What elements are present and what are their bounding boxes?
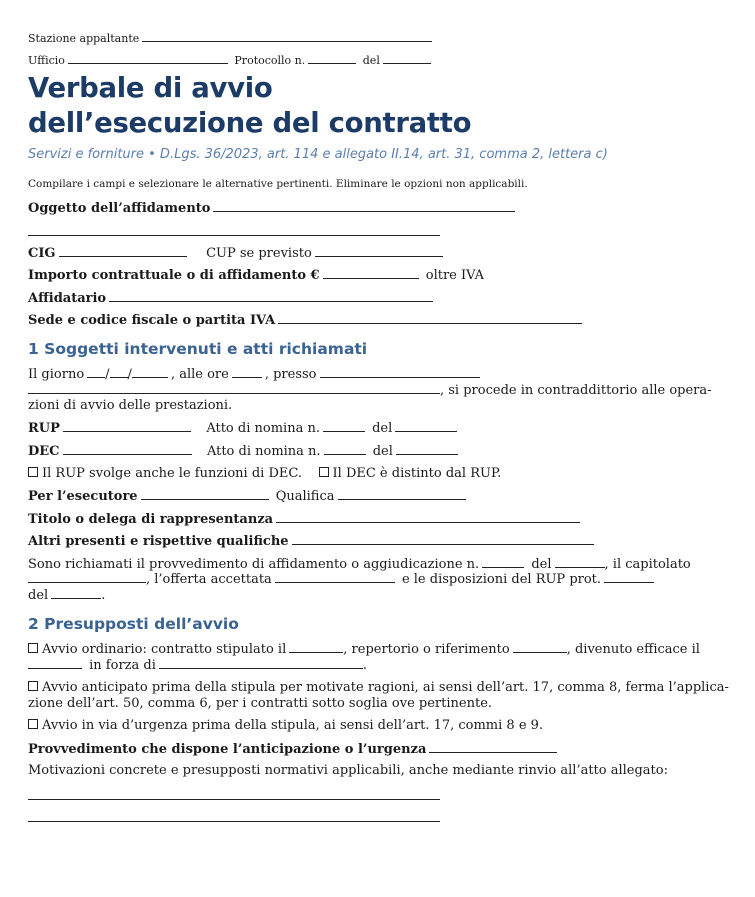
ord-text-d: in forza di xyxy=(89,658,156,673)
cig-field[interactable] xyxy=(59,245,187,257)
dec-field[interactable] xyxy=(63,443,192,455)
instructions: Compilare i campi e selezionare le alternative pertinenti. Eliminare le opzioni non applicabili. xyxy=(28,178,528,190)
affidatario-row xyxy=(28,290,436,306)
presso-continuation-field[interactable] xyxy=(28,382,440,394)
capitolato-field[interactable] xyxy=(28,571,146,583)
richiamati-row2 xyxy=(28,571,657,587)
ord-text-a: Avvio ordinario: contratto stipulato il xyxy=(42,642,287,657)
offerta-field[interactable] xyxy=(275,571,395,583)
oggetto-field[interactable] xyxy=(213,200,515,212)
titolo-row xyxy=(28,511,583,527)
sede-label: Sede e codice fiscale o partita IVA xyxy=(28,313,276,328)
altri-row xyxy=(28,533,597,549)
page-title-line1: Verbale di avvio xyxy=(28,72,273,104)
altri-label: Altri presenti e rispettive qualifiche xyxy=(28,534,289,549)
importo-field[interactable] xyxy=(323,267,419,279)
stipulato-il-field[interactable] xyxy=(289,641,343,653)
dec-del-label: del xyxy=(372,444,393,459)
avvio-ordinario-row1 xyxy=(28,641,700,657)
year-field[interactable] xyxy=(132,366,168,378)
avvio-ordinario-row2 xyxy=(28,657,367,673)
dec-atto-label: Atto di nomina n. xyxy=(206,444,321,459)
richiamati-text-g: . xyxy=(101,588,106,603)
richiamati-text-d: , l’offerta accettata xyxy=(146,572,272,587)
rup-atto-label: Atto di nomina n. xyxy=(206,421,320,436)
affidatario-label: Affidatario xyxy=(28,291,107,306)
presso-field[interactable] xyxy=(320,366,480,378)
section1-heading: 1 Soggetti intervenuti e atti richiamati xyxy=(28,340,368,358)
stazione-appaltante-row xyxy=(28,30,435,45)
affidatario-field[interactable] xyxy=(109,290,433,302)
richiamati-text-a: Sono richiamati il provvedimento di affidamento o aggiudicazione n. xyxy=(28,557,480,572)
dec-label: DEC xyxy=(28,444,60,459)
protocollo-label: Protocollo n. xyxy=(234,54,306,67)
ufficio-label: Ufficio xyxy=(28,54,65,67)
procede-row xyxy=(28,382,712,398)
page-subtitle: Servizi e forniture • D.Lgs. 36/2023, art. 114 e allegato II.14, art. 31, comma 2, lettera c) xyxy=(28,147,608,162)
ant-text-a: Avvio anticipato prima della stipula per motivate ragioni, ai sensi dell’art. 17, comma 8, ferma l’applica- xyxy=(42,680,729,695)
protocollo-field[interactable] xyxy=(308,52,356,64)
repertorio-field[interactable] xyxy=(513,641,567,653)
ord-text-e: . xyxy=(362,658,368,673)
rup-label: RUP xyxy=(28,421,60,436)
provvedimento-field[interactable] xyxy=(429,741,557,753)
qualifica-field[interactable] xyxy=(338,488,466,500)
presso-label: , presso xyxy=(264,367,317,382)
giorno-row: Il giorno / / , alle ore , presso xyxy=(28,366,483,382)
dec-row xyxy=(28,443,461,459)
sede-row xyxy=(28,312,585,328)
prot-field[interactable] xyxy=(604,571,654,583)
procede-text: , si procede in contraddittorio alle opera- xyxy=(440,383,712,398)
esecutore-row xyxy=(28,488,469,504)
provvedimento-del-field[interactable] xyxy=(555,556,605,568)
avvio-anticipato-checkbox[interactable] xyxy=(28,681,38,691)
giorno-label: Il giorno xyxy=(28,367,85,382)
titolo-label: Titolo o delega di rappresentanza xyxy=(28,512,274,527)
avvio-anticipato-row1 xyxy=(28,680,729,695)
day-field[interactable] xyxy=(87,366,105,378)
provvedimento-n-field[interactable] xyxy=(482,556,524,568)
qualifica-label: Qualifica xyxy=(275,489,335,504)
rup-is-dec-label: Il RUP svolge anche le funzioni di DEC. xyxy=(42,466,302,481)
cig-cup-row xyxy=(28,245,446,261)
richiamati-text-c: , il capitolato xyxy=(604,557,691,572)
month-field[interactable] xyxy=(110,366,128,378)
dec-distinct-checkbox[interactable] xyxy=(319,467,329,477)
rup-atto-field[interactable] xyxy=(323,420,365,432)
ord-text-b: , repertorio o riferimento xyxy=(343,642,510,657)
altri-field[interactable] xyxy=(292,533,594,545)
richiamati-row3 xyxy=(28,587,105,603)
protocollo-del-label: del xyxy=(362,54,380,67)
motivazioni-line-2[interactable] xyxy=(28,820,440,822)
section2-heading: 2 Presupposti dell’avvio xyxy=(28,615,239,633)
ufficio-row xyxy=(28,52,434,67)
motivazioni-line-1[interactable] xyxy=(28,798,440,800)
cup-field[interactable] xyxy=(315,245,443,257)
provvedimento-label: Provvedimento che dispone l’anticipazione o l’urgenza xyxy=(28,742,427,757)
cig-label: CIG xyxy=(28,246,56,261)
titolo-field[interactable] xyxy=(276,511,580,523)
page-title-line2: dell’esecuzione del contratto xyxy=(28,107,472,139)
rup-is-dec-checkbox[interactable] xyxy=(28,467,38,477)
richiamati-text-e: e le disposizioni del RUP prot. xyxy=(401,572,602,587)
ore-field[interactable] xyxy=(232,366,262,378)
rup-field[interactable] xyxy=(63,420,191,432)
richiamati-row1 xyxy=(28,556,691,572)
oggetto-continuation-line[interactable] xyxy=(28,234,440,236)
cup-label: CUP se previsto xyxy=(206,246,312,261)
ore-label: , alle ore xyxy=(170,367,229,382)
richiamati-text-b: del xyxy=(531,557,552,572)
urg-text: Avvio in via d’urgenza prima della stipula, ai sensi dell’art. 17, commi 8 e 9. xyxy=(42,718,544,733)
esecutore-field[interactable] xyxy=(141,488,269,500)
ufficio-field[interactable] xyxy=(68,52,228,64)
prot-del-field[interactable] xyxy=(51,587,101,599)
avvio-urgenza-row xyxy=(28,718,543,733)
oltre-iva-label: oltre IVA xyxy=(425,268,485,283)
motivazioni-label: Motivazioni concrete e presupposti normativi applicabili, anche mediante rinvio all’atto allegato: xyxy=(28,763,668,778)
importo-label: Importo contrattuale o di affidamento € xyxy=(28,268,320,283)
stazione-label: Stazione appaltante xyxy=(28,32,140,45)
dec-distinct-label: Il DEC è distinto dal RUP. xyxy=(332,466,502,481)
rup-dec-options-row xyxy=(28,466,501,481)
avvio-urgenza-checkbox[interactable] xyxy=(28,719,38,729)
dec-atto-field[interactable] xyxy=(324,443,366,455)
protocollo-date-field[interactable] xyxy=(383,52,431,64)
richiamati-text-f: del xyxy=(28,588,49,603)
importo-row xyxy=(28,267,484,283)
sede-field[interactable] xyxy=(278,312,582,324)
oggetto-label: Oggetto dell’affidamento xyxy=(28,201,211,216)
avvio-anticipato-row2: zione dell’art. 50, comma 6, per i contratti sotto soglia ove pertinente. xyxy=(28,696,493,711)
rup-del-field[interactable] xyxy=(395,420,457,432)
stazione-field[interactable] xyxy=(142,30,432,42)
in-forza-di-field[interactable] xyxy=(159,657,363,669)
provvedimento-row xyxy=(28,741,560,757)
rup-row xyxy=(28,420,460,436)
efficace-il-field[interactable] xyxy=(28,657,82,669)
dec-del-field[interactable] xyxy=(396,443,458,455)
procede-text-cont: zioni di avvio delle prestazioni. xyxy=(28,398,233,413)
esecutore-label: Per l’esecutore xyxy=(28,489,138,504)
oggetto-row xyxy=(28,200,518,216)
ord-text-c: , divenuto efficace il xyxy=(566,642,700,657)
rup-del-label: del xyxy=(372,421,393,436)
avvio-ordinario-checkbox[interactable] xyxy=(28,643,38,653)
